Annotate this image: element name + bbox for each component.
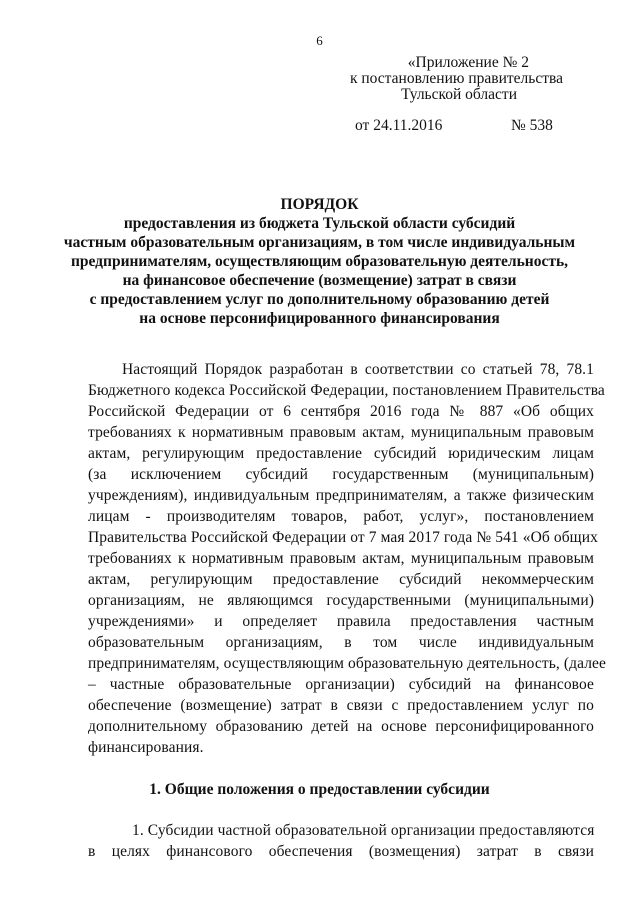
paragraph-line: предпринимателям, осуществляющим образовательную деятельность, (далее xyxy=(88,655,606,672)
paragraph-line: (за исключением субсидий государственным (муниципальным) xyxy=(88,466,594,483)
title-line: с предоставлением услуг по дополнительному образованию детей xyxy=(89,291,550,308)
paragraph-line: обеспечение (возмещение) затрат в связи с предоставлением услуг по xyxy=(88,697,594,714)
paragraph-line: лицам - производителям товаров, работ, услуг», постановлением xyxy=(88,508,594,525)
paragraph-line: требованиях к нормативным правовым актам, муниципальным правовым xyxy=(88,550,594,567)
appendix-line-2: к постановлению правительства xyxy=(349,70,563,87)
appendix-line-1: «Приложение № 2 xyxy=(407,54,529,71)
document-heading: ПОРЯДОК xyxy=(280,196,359,213)
title-line: на основе персонифицированного финансирования xyxy=(139,310,500,327)
paragraph-line: финансирования. xyxy=(88,739,204,756)
paragraph-line: – частные образовательные организации) субсидий на финансовое xyxy=(88,676,594,693)
decree-number: № 538 xyxy=(511,117,553,134)
paragraph-line: учреждениями» и определяет правила предоставления частным xyxy=(88,613,594,630)
paragraph-line: Настоящий Порядок разработан в соответствии со статьей 78, 78.1 xyxy=(122,361,594,378)
section-heading: 1. Общие положения о предоставлении субсидии xyxy=(149,781,490,798)
appendix-line-3: Тульской области xyxy=(401,86,517,103)
paragraph-line: учреждениям), индивидуальным предпринимателям, а также физическим xyxy=(88,487,594,504)
paragraph-line: дополнительному образованию детей на основе персонифицированного xyxy=(88,718,594,735)
decree-date: от 24.11.2016 xyxy=(355,117,443,134)
title-line: предоставления из бюджета Тульской области субсидий xyxy=(123,215,516,232)
title-line: предпринимателям, осуществляющим образовательную деятельность, xyxy=(70,253,569,270)
paragraph-line: Правительства Российской Федерации от 7 мая 2017 года № 541 «Об общих xyxy=(88,529,598,546)
paragraph-line: 1. Субсидии частной образовательной организации предоставляются xyxy=(132,822,595,839)
paragraph-line: актам, регулирующим предоставление субсидий юридическим лицам xyxy=(88,445,594,462)
paragraph-line: в целях финансового обеспечения (возмещения) затрат в связи xyxy=(88,843,594,860)
page-number: 6 xyxy=(316,33,323,48)
title-line: частным образовательным организациям, в том числе индивидуальным xyxy=(63,234,576,251)
paragraph-line: образовательным организациям, в том числе индивидуальным xyxy=(88,634,594,651)
paragraph-line: требованиях к нормативным правовым актам, муниципальным правовым xyxy=(88,424,594,441)
paragraph-line: Российской Федерации от 6 сентября 2016 года № 887 «Об общих xyxy=(88,403,594,420)
paragraph-line: актам, регулирующим предоставление субсидий некоммерческим xyxy=(88,571,594,588)
title-line: на финансовое обеспечение (возмещение) затрат в связи xyxy=(122,272,517,289)
paragraph-line: организациям, не являющимся государственными (муниципальными) xyxy=(88,592,594,609)
paragraph-line: Бюджетного кодекса Российской Федерации, постановлением Правительства xyxy=(88,382,605,399)
